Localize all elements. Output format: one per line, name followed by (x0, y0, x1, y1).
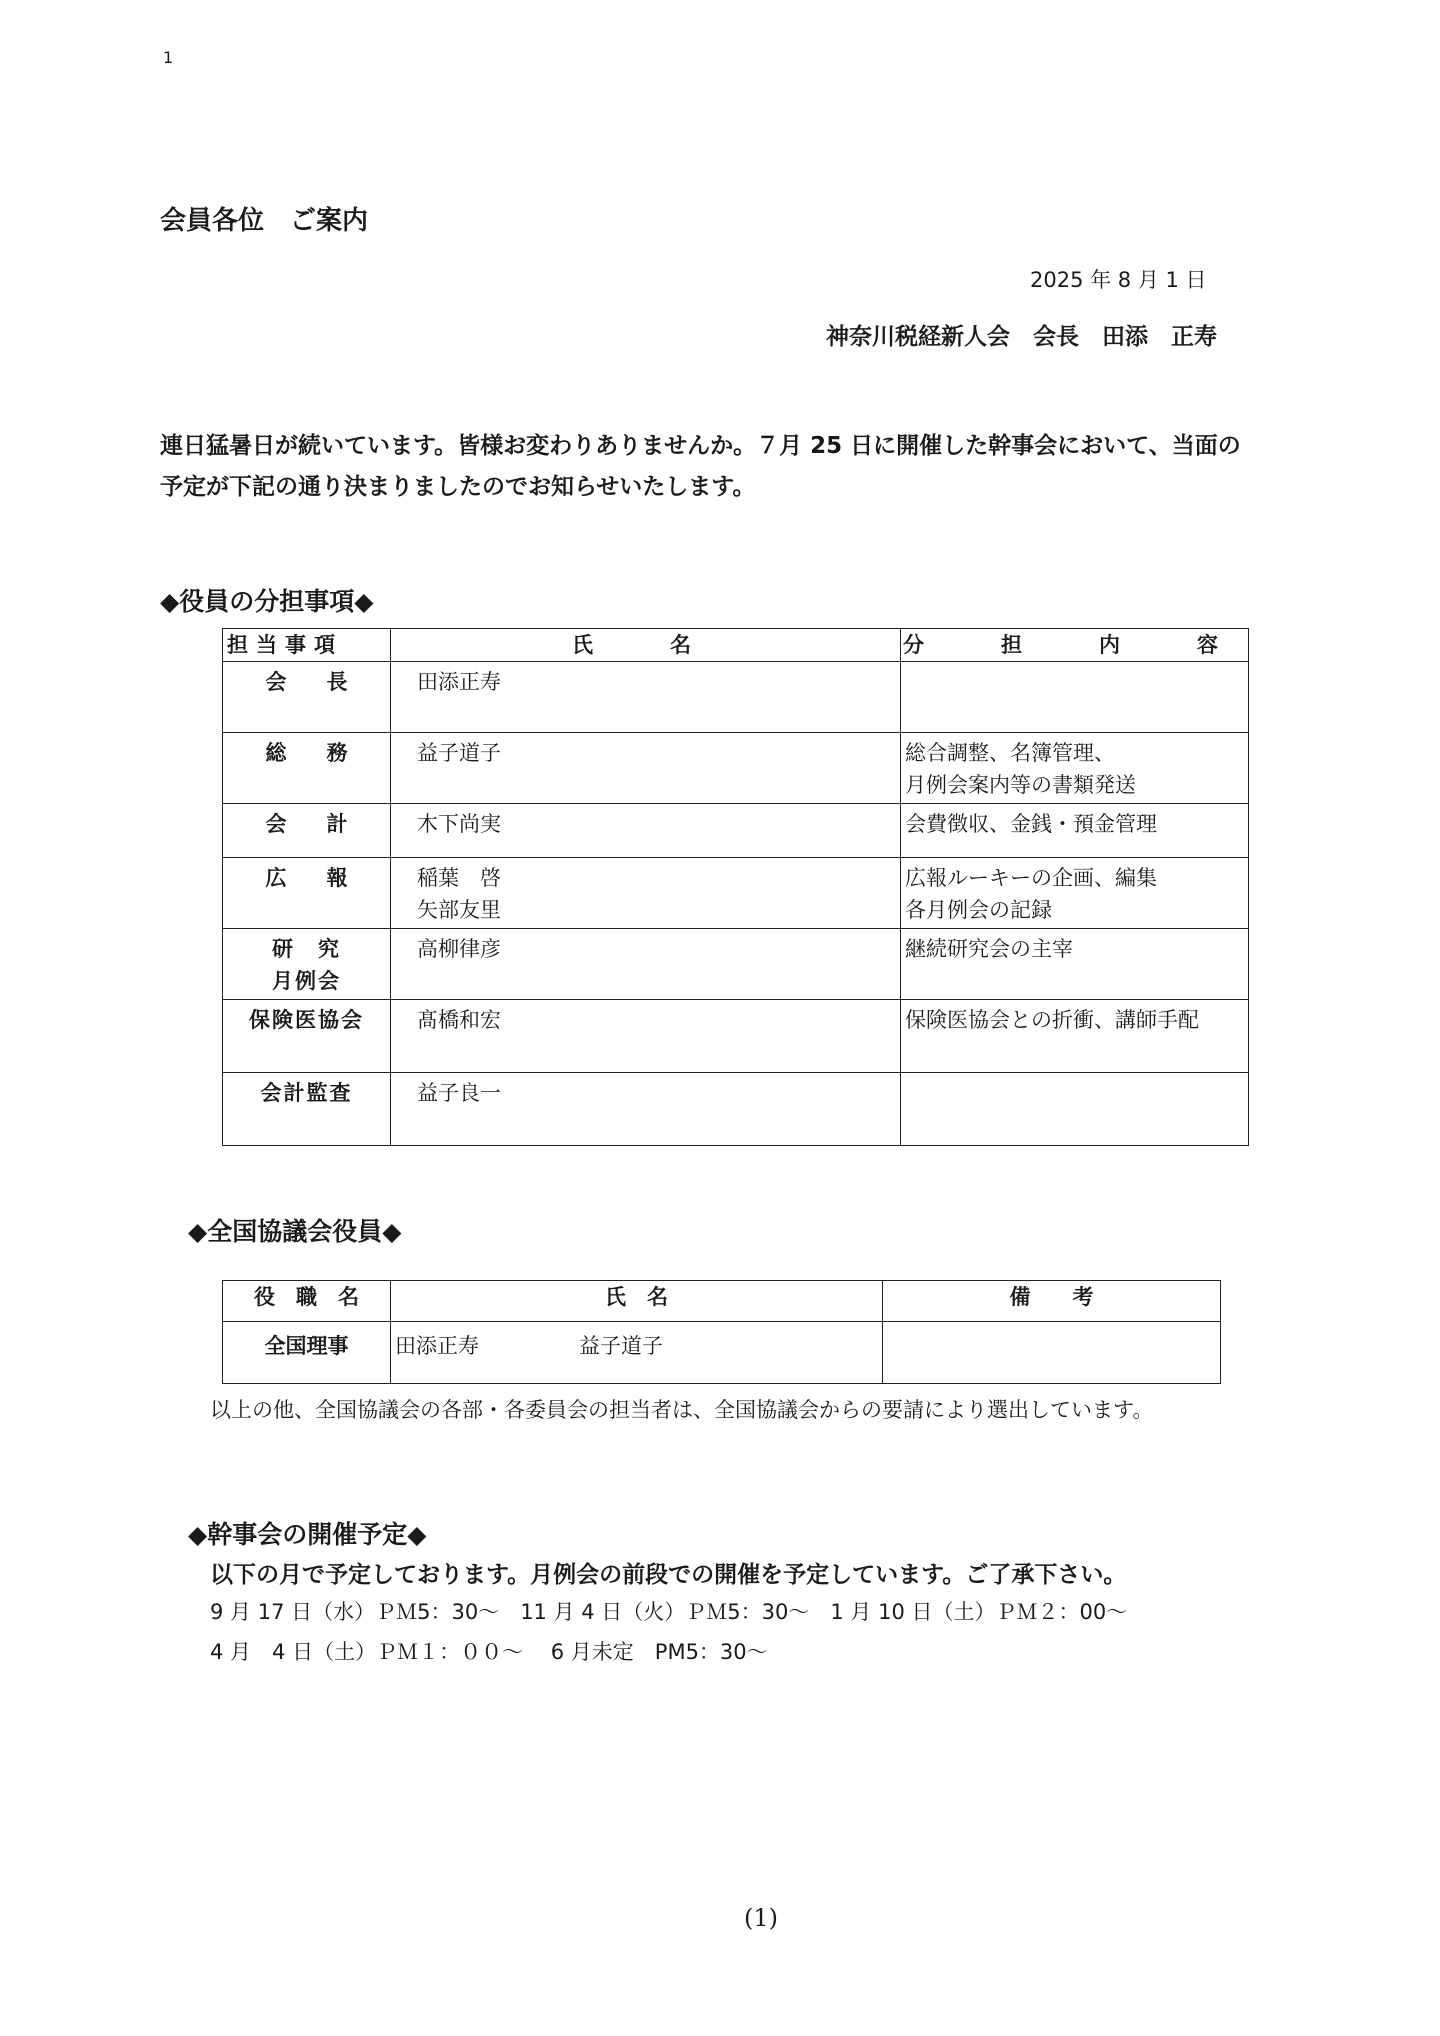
description-cell (901, 733, 1249, 804)
table-row (223, 1322, 1221, 1384)
description-cell (901, 929, 1249, 1000)
schedule-intro: 以下の月で予定しております。月例会の前段での開催を予定しています。ご了承下さい。 (210, 1562, 1127, 1588)
header-role: 役 職 名 (223, 1281, 391, 1322)
names-cell (391, 1322, 883, 1384)
names-cell (391, 733, 901, 804)
description-cell (901, 1073, 1249, 1146)
description-cell (901, 804, 1249, 858)
table-header-row (223, 629, 1249, 662)
officers-table (222, 628, 1249, 1146)
table-row (223, 1073, 1249, 1146)
header-name: 氏 名 (391, 629, 901, 662)
role-cell: 全国理事 (223, 1322, 391, 1384)
description-line: 保険医協会との折衝、講師手配 (905, 1008, 1199, 1032)
duty-cell: 会計 (223, 804, 391, 858)
header-remarks: 備 考 (883, 1281, 1221, 1322)
table-row (223, 662, 1249, 733)
officer-name: 益子道子 (417, 741, 501, 765)
description-line: 継続研究会の主宰 (905, 937, 1073, 961)
description-cell (901, 858, 1249, 929)
duty-cell: 会長 (223, 662, 391, 733)
duty-cell: 会計監査 (223, 1073, 391, 1146)
description-line: 総合調整、名簿管理、 (905, 741, 1115, 765)
description-cell (901, 1000, 1249, 1073)
names-cell (391, 804, 901, 858)
duty-line: 研 究 (272, 937, 341, 961)
author-line: 神奈川税経新人会 会長 田添 正寿 (826, 324, 1217, 350)
officer-name: 田添正寿 (417, 670, 501, 694)
council-name: 田添正寿 (395, 1334, 479, 1358)
officers-heading: ◆役員の分担事項◆ (160, 587, 374, 616)
duty-line: 月例会 (272, 969, 341, 993)
page-corner-mark: 1 (163, 48, 174, 67)
body-line: 連日猛暑日が続いています。皆様お変わりありませんか。７月 25 日に開催した幹事会において、当面の (160, 433, 1241, 459)
officer-name: 髙橋和宏 (417, 1008, 501, 1032)
greeting-title: 会員各位 ご案内 (160, 206, 369, 236)
names-cell (391, 662, 901, 733)
description-line: 月例会案内等の書類発送 (905, 773, 1136, 797)
officer-name: 木下尚実 (417, 812, 501, 836)
description-line: 広報ルーキーの企画、編集 (905, 866, 1157, 890)
remarks-cell (883, 1322, 1221, 1384)
names-cell (391, 858, 901, 929)
description-line: 会費徴収、金銭・預金管理 (905, 812, 1157, 836)
body-paragraph (160, 426, 1310, 508)
document-date: 2025 年 8 月 1 日 (1030, 268, 1207, 292)
schedule-line: 9 月 17 日（水）ＰＭ5：30～ 11 月 4 日（火）ＰＭ5：30～ 1 月 10 日（土）ＰＭ２：00～ (210, 1600, 1128, 1624)
duty-cell: 広報 (223, 858, 391, 929)
table-header-row (223, 1281, 1221, 1322)
table-row (223, 733, 1249, 804)
body-line: 予定が下記の通り決まりましたのでお知らせいたします。 (160, 474, 756, 500)
page-number: (1) (744, 1904, 778, 1932)
council-footnote: 以上の他、全国協議会の各部・各委員会の担当者は、全国協議会からの要請により選出しています。 (210, 1398, 1154, 1422)
header-name: 氏 名 (391, 1281, 883, 1322)
schedule-heading: ◆幹事会の開催予定◆ (188, 1520, 427, 1549)
schedule-line: 4 月 4 日（土）ＰＭ１：００～ 6 月未定 PM5：30～ (210, 1640, 768, 1664)
officer-name: 益子良一 (417, 1081, 501, 1105)
duty-cell: 保険医協会 (223, 1000, 391, 1073)
duty-cell: 総務 (223, 733, 391, 804)
table-row (223, 804, 1249, 858)
table-row (223, 858, 1249, 929)
duty-cell (223, 929, 391, 1000)
names-cell (391, 929, 901, 1000)
table-row (223, 1000, 1249, 1073)
description-cell (901, 662, 1249, 733)
council-table (222, 1280, 1221, 1384)
names-cell (391, 1073, 901, 1146)
officer-name: 高柳律彦 (417, 937, 501, 961)
table-row (223, 929, 1249, 1000)
description-line: 各月例会の記録 (905, 898, 1052, 922)
header-description: 分 担 内 容 (901, 629, 1249, 662)
officer-name: 稲葉 啓 (417, 866, 501, 890)
names-cell (391, 1000, 901, 1073)
header-duty: 担当事項 (223, 629, 391, 662)
council-name: 益子道子 (579, 1334, 663, 1358)
officer-name: 矢部友里 (417, 898, 501, 922)
council-heading: ◆全国協議会役員◆ (188, 1217, 402, 1246)
